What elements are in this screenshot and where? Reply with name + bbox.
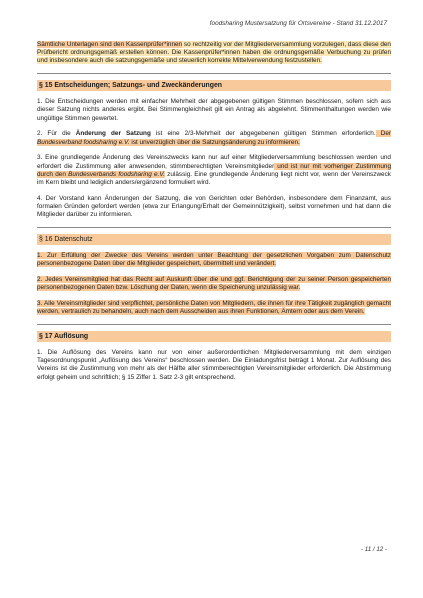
s16-p3-highlight: 3. Alle Vereinsmitglieder sind verpflichtet, persönliche Daten von Mitgliedern, die ihnen für ihre Tätigkeit zugänglich gemacht werden, vertraulich zu behandeln, auch nach dem Ausscheiden aus ihren Funktionen, Ämtern oder aus dem Verein. [37,300,391,316]
section-divider [37,324,391,325]
section-15-paragraph-1: 1. Die Entscheidungen werden mit einfacher Mehrheit der abgegebenen gültigen Stimmen beschlossen, sofern sich aus dieser Satzung nichts anderes ergibt. Bei Stimmengleichheit gilt ein Antrag als abgelehnt. Stimmenthaltungen werden wie ungültige Stimmen gewertet. [37,98,391,122]
s15-p3-text-a: 3. Eine grundlegende Änderung des Vereinszwecks kann nur auf einer Mitgliederversammlung beschlossen werden und erfordert die Zustimmung aller anwesenden, stimmberechtigten Vereinsmitglieder [37,154,391,170]
s15-p2-text-d: Der [375,130,391,138]
intro-text-a: Sämtliche Unterlagen sind den Kassenprüfer*innen [37,41,183,48]
s15-p2-bold: Änderung der Satzung [75,130,151,138]
page-header: foodsharing Mustersatzung für Ortsvereine - Stand 31.12.2017 [209,20,387,27]
s15-p3-italic: Bundesverbands foodsharing e.V. [68,170,165,178]
section-15-paragraph-3 [37,154,391,187]
section-15-heading: § 15 Entscheidungen; Satzungs- und Zweckänderungen [37,80,391,91]
section-16-paragraph-3 [37,300,391,316]
section-divider [37,227,391,228]
document-body [37,41,391,389]
s15-p2-text-f: ist unverzüglich über die Satzungsänderung zu informieren. [129,138,300,146]
section-16-paragraph-1 [37,252,391,268]
section-divider [37,73,391,74]
section-16-heading: § 16 Datenschutz [37,234,391,245]
intro-paragraph [37,41,391,66]
s16-p2-highlight: 2. Jedes Vereinsmitglied hat das Recht auf Auskunft über die und ggf. Berichtigung der zu seiner Person gespeicherten personenbezogenen Daten bzw. Löschung der Daten, wenn die Speicherung unzulässig war. [37,276,391,292]
s15-p2-text-a: 2. Für die [37,130,76,138]
s15-p2-italic: Bundesverband foodsharing e.V. [37,138,130,146]
section-17-heading: § 17 Auflösung [37,331,391,342]
section-15-paragraph-4: 4. Der Vorstand kann Änderungen der Satzung, die von Gerichten oder Behörden, insbesondere dem Finanzamt, aus formalen Gründen gefordert werden (etwa zur Erlangung/Erhalt der Gemeinnützigkeit), selbst vornehmen und hat dann die Mitglieder darüber zu informieren. [37,194,391,219]
section-15-paragraph-2 [37,130,391,146]
intro-text-b: so rechtzeitig vor der Mitgliederversammlung vorzulegen, dass diese den Prüfbericht ordnungsgemäß erstellen können. Die Kassenprüfer*innen haben die ordnungsgemäße Verbuchung zu prüfen und insbesondere auch die satzungsgemäße und steuerlich korrekte Mittelverwendung festzustellen. [37,41,391,65]
section-17-paragraph-1: 1. Die Auflösung des Vereins kann nur von einer außerordentlichen Mitgliederversammlung mit dem einzigen Tagesordnungspunkt „Auflösung des Vereins“ beschlossen werden. Die Einladungsfrist beträgt 1 Monat. Zur Auflösung des Vereins ist die Zustimmung von mehr als der Hälfte aller stimmberechtigten Vereinsmitglieder erforderlich. Die Abstimmung erfolgt geheim und schriftlich; § 15 Ziffer 1. Satz 2-3 gilt entsprechend. [37,349,391,381]
page-number: - 11 / 12 - [360,546,387,553]
s15-p3-text-d: zulässig. Eine grundlegende Änderung liegt nicht vor, wenn der Vereinszweck im Kern bleibt und lediglich anders/ergänzend formuliert wird. [37,170,391,187]
section-16-paragraph-2 [37,276,391,292]
s15-p2-text-c: ist eine 2/3-Mehrheit der abgegebenen gültigen Stimmen erforderlich. [150,130,376,138]
s16-p1-highlight: 1. Zur Erfüllung der Zwecke des Vereins werden unter Beachtung der gesetzlichen Vorgaben zum Datenschutz personenbezogene Daten über die Mitglieder gespeichert, übermittelt und verändert. [37,252,391,268]
s15-p3-text-b: und ist nur mit vorheriger Zustimmung durch den [37,162,391,178]
